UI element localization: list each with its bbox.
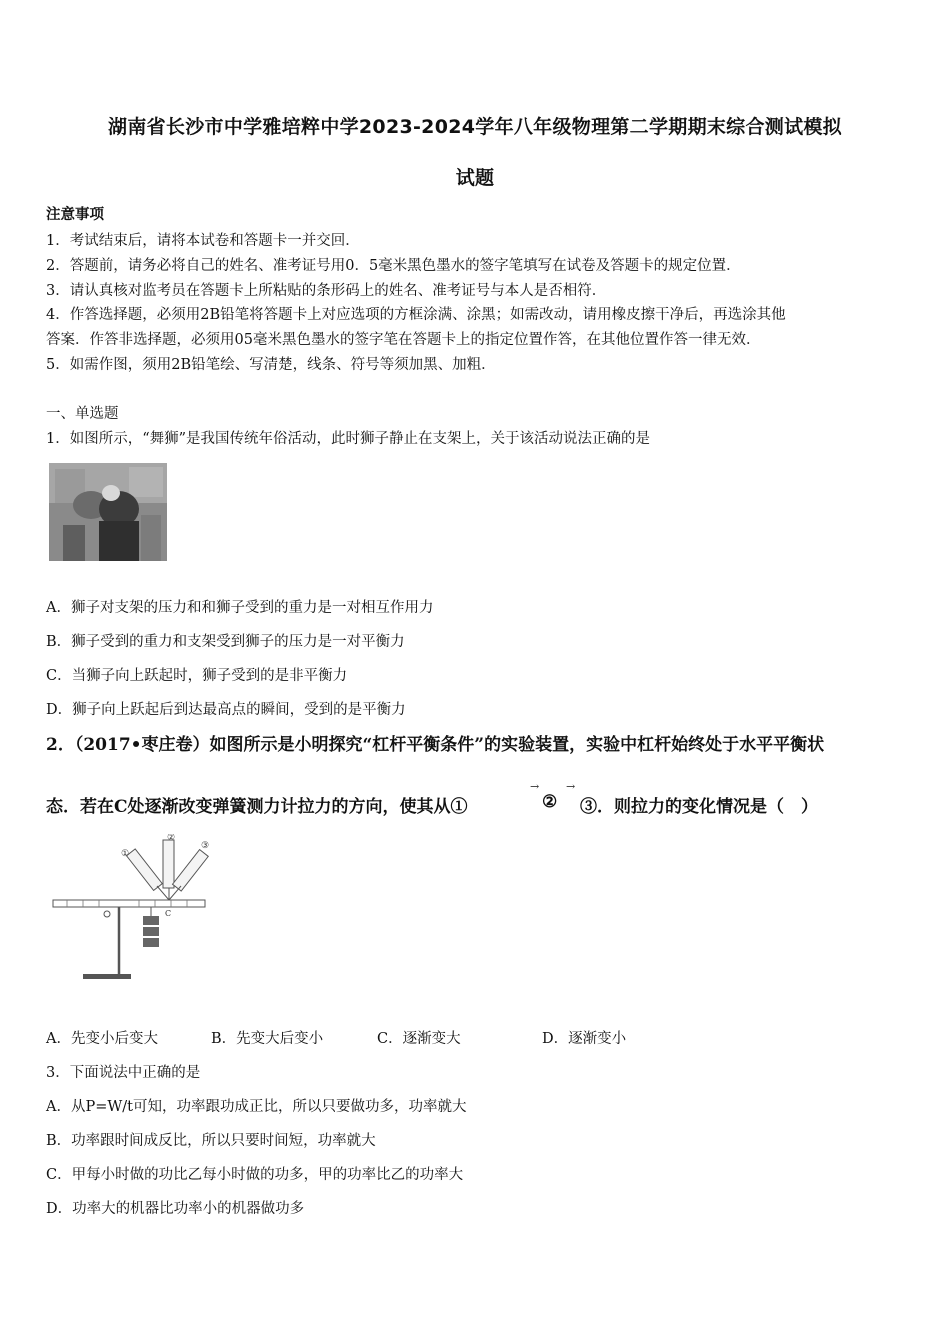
notice-heading: 注意事项 <box>46 206 104 223</box>
notice-item: 2．答题前，请务必将自己的姓名、准考证号用0．5毫米黑色墨水的签字笔填写在试卷及答题卡的规定位置． <box>46 258 741 274</box>
q3-stem: 3．下面说法中正确的是 <box>46 1065 201 1081</box>
q2-stem-line1: 2．（2017•枣庄卷）如图所示是小明探究“杠杆平衡条件”的实验装置，实验中杠杆始终处于水平平衡状 <box>46 735 825 755</box>
q2-option-b: B．先变大后变小 <box>211 1031 324 1047</box>
q2-option-d: D．逐渐变小 <box>542 1031 627 1047</box>
q1-option-d: D．狮子向上跃起后到达最高点的瞬间，受到的是平衡力 <box>46 702 406 718</box>
q1-option-c: C．当狮子向上跃起时，狮子受到的是非平衡力 <box>46 668 348 684</box>
q2-stem-line2a: 态．若在C处逐渐改变弹簧测力计拉力的方向，使其从① <box>46 797 468 817</box>
q3-option-a: A．从P=W/t可知，功率跟功成正比，所以只要做功多，功率就大 <box>46 1099 467 1115</box>
arrow-symbol: → <box>566 780 576 793</box>
figure-label: C <box>165 909 172 918</box>
q2-option-a: A．先变小后变大 <box>46 1031 158 1047</box>
exam-title-line2: 试题 <box>455 167 495 189</box>
q3-option-b: B．功率跟时间成反比，所以只要时间短，功率就大 <box>46 1133 376 1149</box>
q1-stem: 1．如图所示，“舞狮”是我国传统年俗活动，此时狮子静止在支架上，关于该活动说法正确的是 <box>46 431 651 447</box>
q2-stem-line2b: ② <box>542 792 558 812</box>
figure-label: ② <box>167 834 176 843</box>
notice-item: 4．作答选择题，必须用2B铅笔将答题卡上对应选项的方框涂满、涂黑；如需改动，请用橡皮擦干净后，再选涂其他 <box>46 307 786 323</box>
figure-label: ① <box>121 849 130 859</box>
notice-item: 5．如需作图，须用2B铅笔绘、写清楚，线条、符号等须加黑、加粗． <box>46 357 496 373</box>
q1-option-a: A．狮子对支架的压力和和狮子受到的重力是一对相互作用力 <box>46 600 434 616</box>
section-heading: 一、单选题 <box>46 406 119 422</box>
q2-stem-line2c: ③．则拉力的变化情况是（ ） <box>580 797 818 817</box>
lever-apparatus-figure <box>45 834 215 984</box>
arrow-symbol: → <box>530 780 540 793</box>
exam-title-line1: 湖南省长沙市中学雅培粹中学2023-2024学年八年级物理第二学期期末综合测试模拟 <box>108 116 842 138</box>
figure-label: ③ <box>201 841 210 851</box>
notice-item: 1．考试结束后，请将本试卷和答题卡一并交回． <box>46 233 360 249</box>
q2-option-c: C．逐渐变大 <box>377 1031 461 1047</box>
q3-option-c: C．甲每小时做的功比乙每小时做的功多，甲的功率比乙的功率大 <box>46 1167 464 1183</box>
notice-item: 答案．作答非选择题，必须用05毫米黑色墨水的签字笔在答题卡上的指定位置作答，在其他位置作答一律无效． <box>46 332 761 348</box>
q3-option-d: D．功率大的机器比功率小的机器做功多 <box>46 1201 305 1217</box>
lion-dance-photo <box>49 463 167 561</box>
q1-option-b: B．狮子受到的重力和支架受到狮子的压力是一对平衡力 <box>46 634 405 650</box>
notice-item: 3．请认真核对监考员在答题卡上所粘贴的条形码上的姓名、准考证号与本人是否相符． <box>46 283 607 299</box>
